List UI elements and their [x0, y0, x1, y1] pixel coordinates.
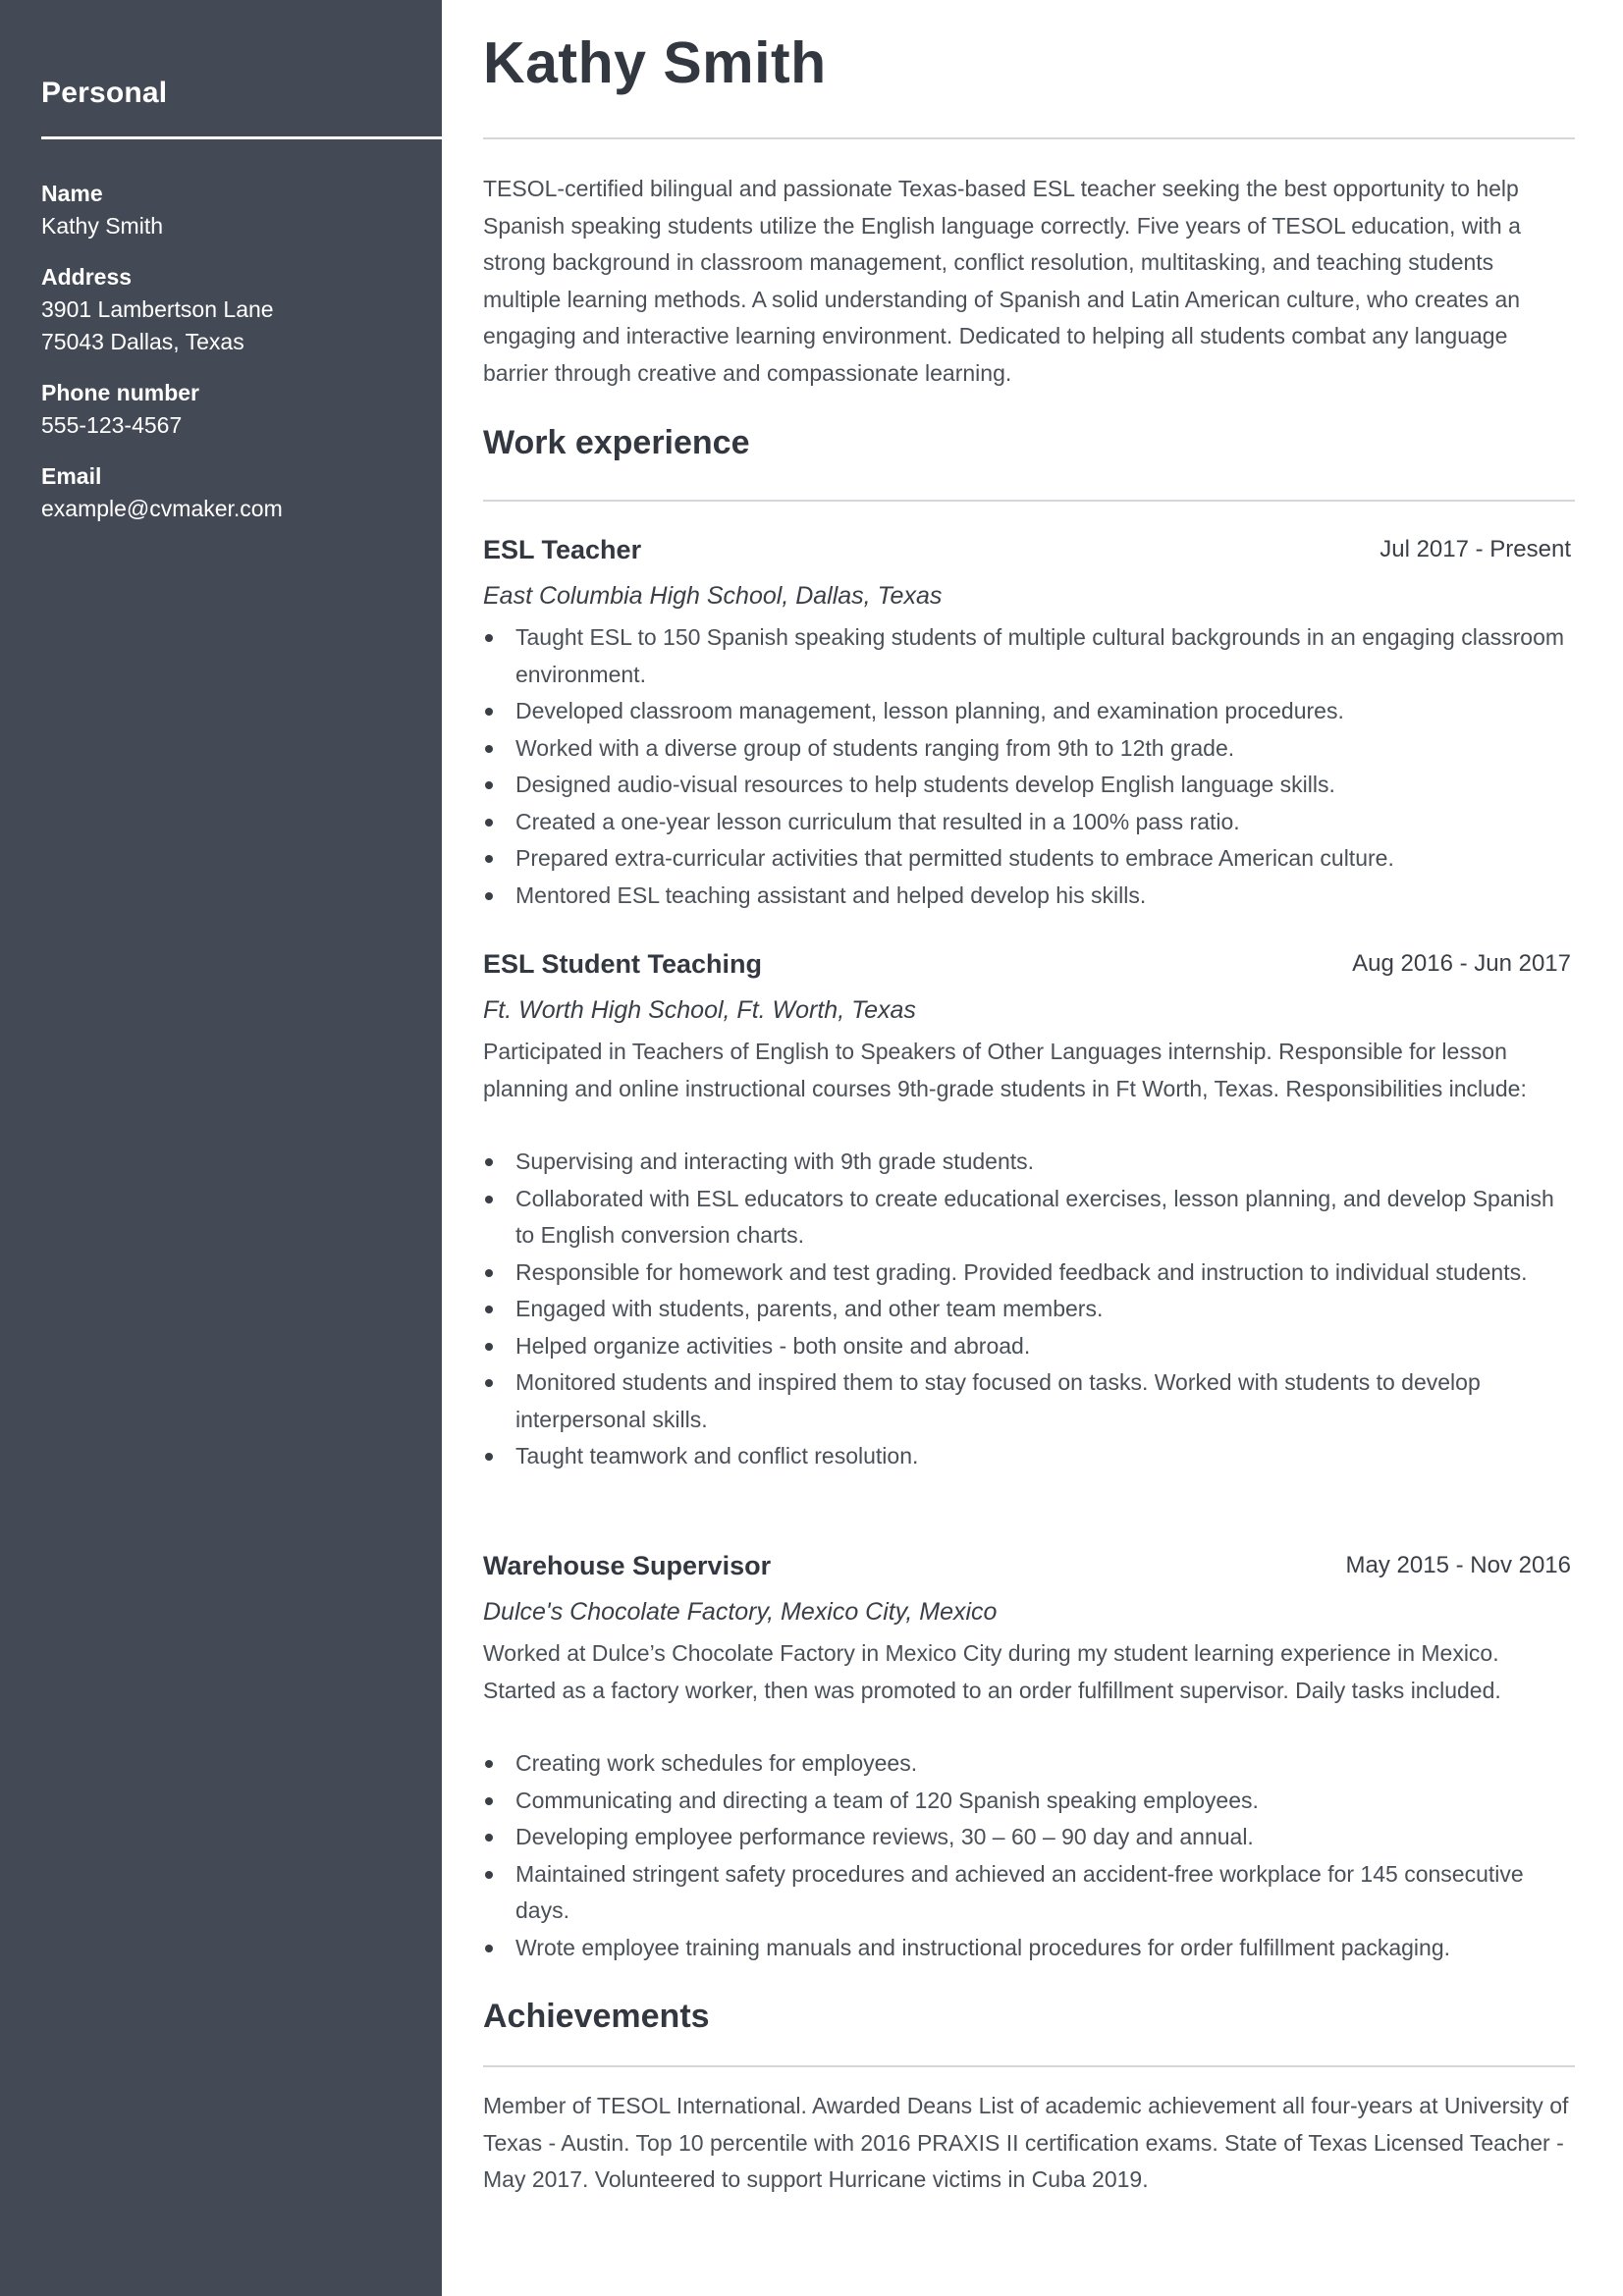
job-title: Warehouse Supervisor — [483, 1551, 772, 1580]
job-bullets — [483, 1745, 1575, 1966]
achievements-text: Member of TESOL International. Awarded Deans List of academic achievement all four-years at University of Texas - Austin. Top 10 percentile with 2016 PRAXIS II certification exams. State of Texas Licensed Teacher - May 2017. Volunteered to support Hurricane victims in Cuba 2019. — [483, 2093, 1569, 2192]
job-description: Worked at Dulce’s Chocolate Factory in Mexico City during my student learning experience in Mexico. Started as a factory worker, then was promoted to an order fulfillment supervisor. Daily tasks included. — [483, 1640, 1501, 1703]
bullet-item: Wrote employee training manuals and instructional procedures for order fulfillment packaging. — [483, 1930, 1575, 1967]
page-title: Kathy Smith — [483, 30, 827, 95]
bullet-item: Communicating and directing a team of 120 Spanish speaking employees. — [483, 1783, 1575, 1820]
job-bullets — [483, 1144, 1575, 1475]
job-company: Dulce's Chocolate Factory, Mexico City, Mexico — [483, 1598, 998, 1626]
job-entry — [483, 1551, 1575, 1966]
field-label: Address — [41, 264, 133, 290]
bullet-item: Worked with a diverse group of students ranging from 9th to 12th grade. — [483, 730, 1575, 768]
bullet-item: Mentored ESL teaching assistant and helped develop his skills. — [483, 878, 1575, 915]
field-phone — [41, 376, 424, 442]
job-header — [483, 535, 1575, 574]
field-label: Email — [41, 463, 102, 489]
job-entry — [483, 535, 1575, 914]
bullet-item: Monitored students and inspired them to stay focused on tasks. Worked with students to develop interpersonal skills. — [483, 1364, 1575, 1438]
bullet-item: Supervising and interacting with 9th grade students. — [483, 1144, 1575, 1181]
sidebar-title: Personal — [41, 77, 168, 109]
bullet-item: Maintained stringent safety procedures and achieved an accident-free workplace for 145 consecutive days. — [483, 1856, 1575, 1930]
address-line-2: 75043 Dallas, Texas — [41, 329, 244, 354]
address-line-1: 3901 Lambertson Lane — [41, 296, 274, 322]
bullet-item: Responsible for homework and test grading. Provided feedback and instruction to individual students. — [483, 1255, 1575, 1292]
field-label: Phone number — [41, 380, 200, 405]
field-label: Name — [41, 181, 103, 206]
job-description: Participated in Teachers of English to Speakers of Other Languages internship. Responsible for lesson planning and online instructional courses 9th-grade students in Ft Worth, Texas. Responsibilities include: — [483, 1039, 1527, 1101]
bullet-item: Developed classroom management, lesson planning, and examination procedures. — [483, 693, 1575, 730]
bullet-item: Creating work schedules for employees. — [483, 1745, 1575, 1783]
job-dates: Jul 2017 - Present — [1380, 536, 1571, 562]
job-dates: Aug 2016 - Jun 2017 — [1352, 950, 1571, 977]
sidebar-divider — [41, 136, 442, 139]
personal-details — [41, 177, 424, 543]
job-title: ESL Teacher — [483, 535, 642, 564]
email-value: example@cvmaker.com — [41, 496, 283, 521]
bullet-item: Developing employee performance reviews, 30 – 60 – 90 day and annual. — [483, 1819, 1575, 1856]
name-value: Kathy Smith — [41, 213, 163, 239]
work-divider — [483, 500, 1575, 502]
bullet-item: Helped organize activities - both onsite and abroad. — [483, 1328, 1575, 1365]
job-title: ESL Student Teaching — [483, 949, 763, 979]
job-company: Ft. Worth High School, Ft. Worth, Texas — [483, 996, 916, 1024]
phone-value: 555-123-4567 — [41, 412, 183, 438]
title-divider — [483, 137, 1575, 139]
profile-summary: TESOL-certified bilingual and passionate Texas-based ESL teacher seeking the best opportunity to help Spanish speaking students utilize the English language correctly. Five years of TESOL education, with a strong background in classroom management, conflict resolution, multitasking, and teaching students multiple learning methods. A solid understanding of Spanish and Latin American culture, who creates an engaging and interactive learning environment. Dedicated to helping all students combat any language barrier through creative and compassionate learning. — [483, 176, 1521, 386]
bullet-item: Engaged with students, parents, and other team members. — [483, 1291, 1575, 1328]
bullet-item: Collaborated with ESL educators to create educational exercises, lesson planning, and develop Spanish to English conversion charts. — [483, 1181, 1575, 1255]
bullet-item: Prepared extra-curricular activities that permitted students to embrace American culture. — [483, 840, 1575, 878]
bullet-item: Taught teamwork and conflict resolution. — [483, 1438, 1575, 1475]
field-address — [41, 260, 424, 358]
job-dates: May 2015 - Nov 2016 — [1345, 1552, 1571, 1578]
section-title-achievements: Achievements — [483, 1998, 710, 2035]
field-email — [41, 459, 424, 525]
achievements-divider — [483, 2065, 1575, 2067]
job-bullets — [483, 619, 1575, 914]
bullet-item: Created a one-year lesson curriculum that resulted in a 100% pass ratio. — [483, 804, 1575, 841]
bullet-item: Designed audio-visual resources to help students develop English language skills. — [483, 767, 1575, 804]
job-header — [483, 949, 1575, 988]
section-title-work: Work experience — [483, 424, 750, 461]
job-header — [483, 1551, 1575, 1590]
job-company: East Columbia High School, Dallas, Texas — [483, 582, 943, 610]
bullet-item: Taught ESL to 150 Spanish speaking students of multiple cultural backgrounds in an engaging classroom environment. — [483, 619, 1575, 693]
job-entry — [483, 949, 1575, 1475]
sidebar — [0, 0, 442, 2296]
field-name — [41, 177, 424, 242]
